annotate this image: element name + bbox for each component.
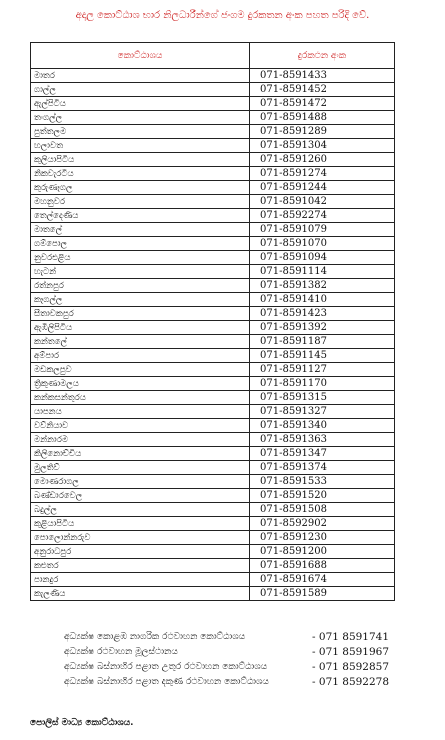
table-row [31,559,395,573]
table-row [31,363,395,377]
table-row [31,503,395,517]
division-phone: 071-8591315 [250,391,395,405]
contact-row [64,630,424,645]
table-row [31,475,395,489]
division-phone: 071-8591392 [250,321,395,335]
contact-label: අධ්‍යක්ෂ බස්නාහිර පළාත දකුණ රථවාහන කොට්ඨාශය [64,677,269,687]
division-name: කළුතර [31,559,250,573]
division-phone: 071-8592274 [250,209,395,223]
division-phone: 071-8591363 [250,433,395,447]
division-name: ඇඹිලිපිටිය [31,321,250,335]
division-name: ගම්පොල [31,237,250,251]
division-phone: 071-8591200 [250,545,395,559]
table-row [31,265,395,279]
contact-phone: - 071 8591741 [312,631,390,643]
division-phone: 071-8591374 [250,461,395,475]
division-name: කන්කසන්තුරය [31,391,250,405]
division-name: රත්නපුර [31,279,250,293]
table-row [31,545,395,559]
table-row [31,293,395,307]
table-row [31,167,395,181]
contact-label: අධ්‍යක්ෂ කොළඹ නාගරික රථවාහන කොට්ඨාශය [64,632,246,642]
division-name: මහනුවර [31,195,250,209]
division-phone: 071-8591433 [250,69,395,83]
division-name: කිලිනොච්චිය [31,447,250,461]
division-phone: 071-8591127 [250,363,395,377]
table-row [31,223,395,237]
table-row [31,97,395,111]
table-row [31,153,395,167]
division-phone: 071-8591070 [250,237,395,251]
table-row [31,405,395,419]
contact-label: අධ්‍යක්ෂ බස්නාහිර පළාත උතුර රථවාහන කොට්ඨාශය [64,662,268,672]
table-row [31,279,395,293]
table-row [31,195,395,209]
table-row [31,391,395,405]
contact-row [64,645,424,660]
division-name: පොලොන්නරුව [31,531,250,545]
division-name: බදුල්ල [31,503,250,517]
division-name: ත්‍රිකුණාමලය [31,377,250,391]
division-phone: 071-8591042 [250,195,395,209]
division-phone: 071-8591533 [250,475,395,489]
division-name: නිකවැරටිය [31,167,250,181]
division-phone: 071-8591347 [250,447,395,461]
division-name: හලාවත [31,139,250,153]
page-title: අදාල කොට්ඨාශ භාර නිලධාරීන්ගේ ජංගම දුරකතන අංක පහත පරිදි වේ. [75,10,370,21]
division-phone-table [30,42,395,601]
division-name: කැලණිය [31,587,250,601]
division-phone: 071-8591260 [250,153,395,167]
division-phone: 071-8591520 [250,489,395,503]
division-name: මාතලේ [31,223,250,237]
division-name: තංගල්ල [31,111,250,125]
phone-column-header: දුරකථන අංක [250,43,395,69]
division-name: පුත්තලම [31,125,250,139]
table-row [31,349,395,363]
division-name: කෑගල්ල [31,293,250,307]
division-name: නුවරඑළිය [31,251,250,265]
contact-phone: - 071 8592278 [312,676,390,688]
division-name: අම්පාර [31,349,250,363]
division-phone: 071-8591488 [250,111,395,125]
division-name: පානදුර [31,573,250,587]
table-header-row [31,43,395,69]
table-row [31,433,395,447]
division-phone: 071-8591079 [250,223,395,237]
table-row [31,517,395,531]
division-name: කුරුණෑගල [31,181,250,195]
division-name: වව්නියාව [31,419,250,433]
contact-phone: - 071 8592857 [312,661,390,673]
table-row [31,181,395,195]
division-name: මන්නාරම [31,433,250,447]
table-row [31,111,395,125]
division-phone: 071-8591508 [250,503,395,517]
division-name: තෙල්දෙණිය [31,209,250,223]
division-name: කන්තලේ [31,335,250,349]
contact-phone: - 071 8591967 [312,646,390,658]
division-phone: 071-8591094 [250,251,395,265]
division-name: ගාල්ල [31,83,250,97]
table-row [31,321,395,335]
division-phone: 071-8591423 [250,307,395,321]
division-name: මඩකලපුව [31,363,250,377]
table-row [31,125,395,139]
division-phone: 071-8591114 [250,265,395,279]
director-contacts [64,630,424,690]
division-name: යාපනය [31,405,250,419]
division-phone: 071-8591340 [250,419,395,433]
division-phone: 071-8591382 [250,279,395,293]
table-row [31,69,395,83]
table-row [31,83,395,97]
table-row [31,237,395,251]
table-row [31,419,395,433]
division-column-header: කොට්ඨාශය [31,43,250,69]
table-row [31,251,395,265]
division-name: සීතාවකපුර [31,307,250,321]
division-phone: 071-8591589 [250,587,395,601]
division-phone: 071-8591304 [250,139,395,153]
division-phone: 071-8592902 [250,517,395,531]
division-name: මාතර [31,69,250,83]
contact-row [64,675,424,690]
division-name: කුලියාපිටිය [31,153,250,167]
division-name: අනුරාධපුර [31,545,250,559]
table-row [31,377,395,391]
footer-signature: පොලිස් මාධ්‍ය කොට්ඨාශය. [30,718,134,728]
division-phone: 071-8591230 [250,531,395,545]
contact-row [64,660,424,675]
table-row [31,531,395,545]
division-phone: 071-8591170 [250,377,395,391]
division-name: මොණරාගල [31,475,250,489]
table-row [31,209,395,223]
division-phone: 071-8591145 [250,349,395,363]
table-row [31,489,395,503]
division-name: කුළියාපිටිය [31,517,250,531]
table-row [31,307,395,321]
table-row [31,461,395,475]
table-row [31,573,395,587]
table-row [31,447,395,461]
division-phone: 071-8591674 [250,573,395,587]
division-name: ඇල්පිටිය [31,97,250,111]
division-phone: 071-8591187 [250,335,395,349]
table-row [31,587,395,601]
division-phone: 071-8591472 [250,97,395,111]
division-phone: 071-8591274 [250,167,395,181]
division-name: හැටන් [31,265,250,279]
table-row [31,139,395,153]
division-phone: 071-8591289 [250,125,395,139]
division-phone: 071-8591688 [250,559,395,573]
division-phone: 071-8591452 [250,83,395,97]
division-phone: 071-8591327 [250,405,395,419]
division-phone: 071-8591244 [250,181,395,195]
division-phone: 071-8591410 [250,293,395,307]
division-name: බණ්ඩාරවෙල [31,489,250,503]
division-name: මුලතිව් [31,461,250,475]
table-row [31,335,395,349]
contact-label: අධ්‍යක්ෂ රථවාහන මූලස්ථානය [64,647,178,657]
